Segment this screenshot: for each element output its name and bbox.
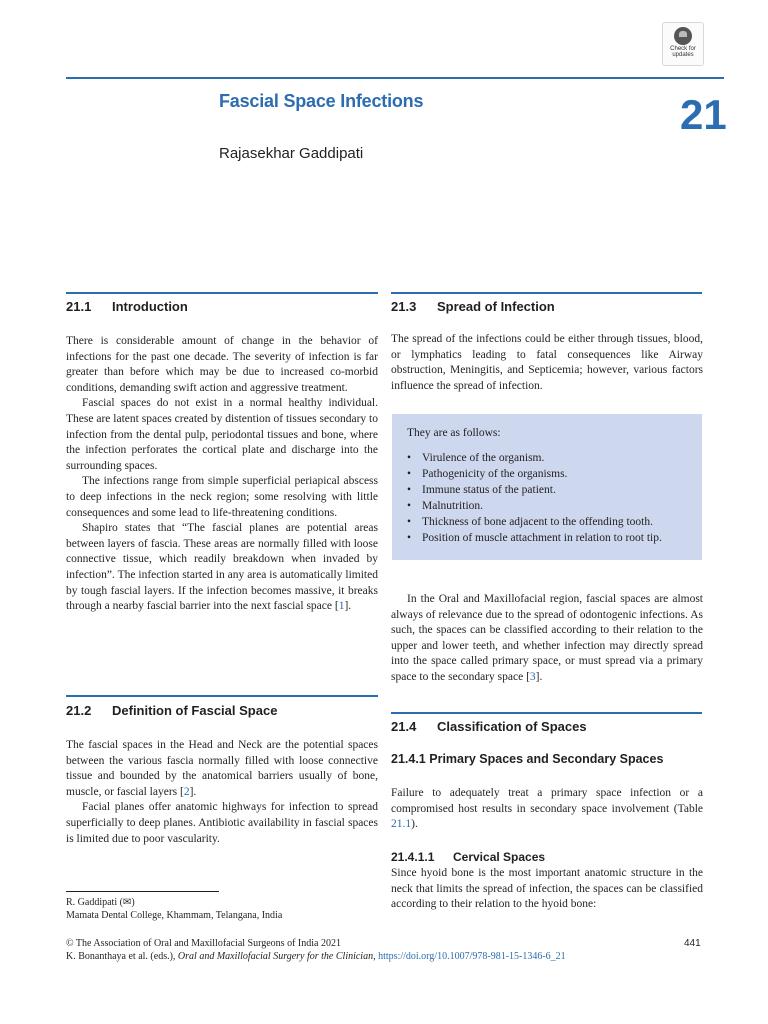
footnote-affiliation: Mamata Dental College, Khammam, Telangana, India: [66, 910, 283, 921]
section-number: 21.1: [66, 299, 92, 314]
section-title: Definition of Fascial Space: [112, 703, 278, 718]
spread-body-continued: [391, 592, 703, 686]
footnote-rule: [66, 891, 219, 892]
paragraph: Shapiro states that “The fascial planes are potential areas between layers of fascia. These areas are normally filled with loose connective tissue, which readily breakdown when invaded by infection”. The infection started in any area is automatically limited by tough fascial layers. If the infection becomes massive, it breaks through a nearby fascial barrier into the next fascial space [1].: [66, 522, 378, 613]
section-title: Primary Spaces and Secondary Spaces: [429, 752, 664, 766]
section-title: Introduction: [112, 299, 188, 314]
section-number: 21.4.1: [391, 752, 426, 766]
paragraph: In the Oral and Maxillofacial region, fascial spaces are almost always of relevance due to the spread of odontogenic infections. As such, the spaces can be classified according to their relation to the upper and lower teeth, and whether infection may directly spread into the space called primary space, or must spread via a primary space to the secondary space [3].: [391, 593, 703, 683]
introduction-body: [66, 334, 378, 615]
section-rule: [391, 712, 702, 714]
section-title: Cervical Spaces: [453, 850, 546, 864]
paragraph: The fascial spaces in the Head and Neck are the potential spaces between the various fascia normally filled with loose connective tissue and bounded by the anatomical barriers usually of bone, muscle, or fascial layers [2].: [66, 739, 378, 798]
paragraph: The spread of the infections could be either through tissues, blood, or lymphatics leading to fatal consequences like Airway obstruction, Meningitis, and Septicemia; however, various factors influence the spread of infection.: [391, 333, 703, 392]
section-rule: [66, 695, 378, 697]
spread-body: [391, 332, 703, 394]
reference-link[interactable]: 1: [338, 600, 345, 613]
page-number: 441: [684, 938, 701, 949]
chapter-title: Fascial Space Infections: [219, 91, 424, 111]
top-rule: [66, 77, 724, 79]
chapter-number: 21: [680, 91, 727, 138]
paragraph: Fascial spaces do not exist in a normal healthy individual. These are latent spaces created by distention of tissues secondary to infection from the dental pulp, periodontal tissues and bone, where the infection perforates the cortical plate and discharge into the surrounding spaces.: [66, 397, 378, 472]
section-number: 21.4.1.1: [391, 850, 435, 864]
citation: K. Bonanthaya et al. (eds.), Oral and Maxillofacial Surgery for the Clinician, https://doi.org/10.1007/978-981-15-1346-6_21: [66, 951, 566, 962]
definition-body: [66, 738, 378, 847]
footnote-author: R. Gaddipati (✉): [66, 897, 135, 908]
section-heading-21-2: [66, 703, 277, 718]
section-rule: [66, 292, 378, 294]
bookmark-icon: [674, 27, 692, 45]
paragraph: The infections range from simple superficial periapical abscess to deep infections in the neck region; some resolving with little consequences and some lead to life-threatening conditions.: [66, 475, 378, 519]
list-item: • Malnutrition.: [422, 498, 662, 514]
reference-link[interactable]: 3: [529, 670, 536, 683]
classification-body: [391, 786, 703, 833]
doi-link[interactable]: https://doi.org/10.1007/978-981-15-1346-6_21: [378, 951, 566, 962]
copyright: © The Association of Oral and Maxillofacial Surgeons of India 2021: [66, 938, 341, 949]
box-intro: They are as follows:: [407, 427, 501, 439]
paragraph: There is considerable amount of change in the behavior of infections for the past one decade. The severity of infection is far greater than before which may be due to increased co-morbid conditions, demanding swift action and aggressive treatment.: [66, 335, 378, 394]
paragraph: Facial planes offer anatomic highways for infection to spread superficially to deep planes. Antibiotic availability in fascial spaces is limited due to poor vascularity.: [66, 801, 378, 845]
badge-line-2: updates: [672, 52, 694, 58]
factors-box: [392, 414, 702, 560]
list-item: • Pathogenicity of the organisms.: [422, 466, 662, 482]
table-link[interactable]: 21.1: [391, 818, 412, 831]
section-rule: [391, 292, 702, 294]
list-item: • Immune status of the patient.: [422, 482, 662, 498]
section-heading-21-3: [391, 299, 555, 314]
section-heading-21-1: [66, 299, 188, 314]
section-title: Classification of Spaces: [437, 719, 587, 734]
section-heading-21-4: [391, 719, 587, 734]
paragraph: Failure to adequately treat a primary space infection or a compromised host results in secondary space involvement (Table 21.1).: [391, 787, 703, 831]
list-item: • Virulence of the organism.: [422, 450, 662, 466]
cervical-spaces-body: [391, 866, 703, 913]
author-name: Rajasekhar Gaddipati: [219, 145, 364, 162]
footer-citation: [66, 937, 676, 963]
footnote: [66, 896, 282, 922]
section-number: 21.3: [391, 299, 417, 314]
subsubsection-heading-21-4-1-1: [391, 850, 545, 864]
list-item: • Position of muscle attachment in relation to root tip.: [422, 530, 662, 546]
badge-line-1: Check for: [670, 46, 696, 52]
check-for-updates-badge[interactable]: [662, 22, 704, 66]
section-title: Spread of Infection: [437, 299, 555, 314]
section-number: 21.4: [391, 719, 417, 734]
section-number: 21.2: [66, 703, 92, 718]
list-item: • Thickness of bone adjacent to the offending tooth.: [422, 514, 662, 530]
subsection-heading-21-4-1: [391, 752, 663, 766]
paragraph: Since hyoid bone is the most important anatomic structure in the neck that limits the spread of infection, the spaces can be classified according to their relation to the hyoid bone:: [391, 867, 703, 911]
factors-list: [392, 450, 662, 546]
reference-link[interactable]: 2: [183, 785, 190, 798]
